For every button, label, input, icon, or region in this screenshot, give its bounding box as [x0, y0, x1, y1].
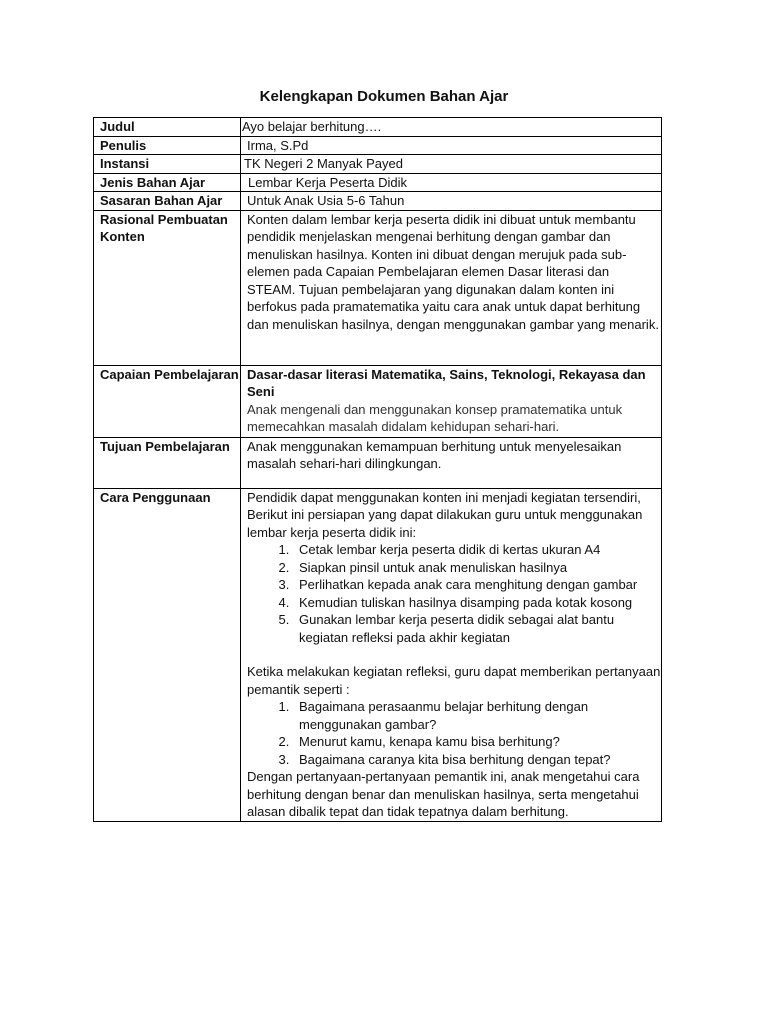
list-item: 1. Bagaimana perasaanmu belajar berhitung dengan menggunakan gambar? [293, 698, 661, 733]
row-cara [94, 488, 662, 821]
label-instansi: Instansi [94, 155, 241, 174]
value-tujuan: Anak menggunakan kemampuan berhitung untuk menyelesaikan masalah sehari-hari dilingkungan. [241, 437, 662, 488]
row-penulis [94, 136, 662, 155]
cara-closing: Dengan pertanyaan-pertanyaan pemantik ini, anak mengetahui cara berhitung dengan benar dan menuliskan hasilnya, serta mengetahui alasan dibalik tepat dan tidak tepatnya dalam berhitung. [247, 769, 640, 819]
list-item: 3. Bagaimana caranya kita bisa berhitung dengan tepat? [293, 751, 661, 769]
list-item: 2. Siapkan pinsil untuk anak menuliskan hasilnya [293, 559, 661, 577]
document-table [93, 117, 662, 822]
value-jenis: Lembar Kerja Peserta Didik [241, 173, 662, 192]
row-tujuan [94, 437, 662, 488]
list-item: 5. Gunakan lembar kerja peserta didik sebagai alat bantu kegiatan refleksi pada akhir kegiatan [293, 611, 661, 646]
questions-list [247, 698, 661, 768]
label-penulis: Penulis [94, 136, 241, 155]
label-capaian: Capaian Pembelajaran [94, 365, 241, 437]
capaian-description: Anak mengenali dan menggunakan konsep pramatematika untuk memecahkan masalah didalam kehidupan sehari-hari. [247, 401, 623, 434]
reflection-intro: Ketika melakukan kegiatan refleksi, guru dapat memberikan pertanyaan pemantik seperti : [247, 664, 661, 697]
value-penulis: Irma, S.Pd [241, 136, 662, 155]
spacer [247, 646, 661, 663]
value-rasional: Konten dalam lembar kerja peserta didik ini dibuat untuk membantu pendidik menjelaskan mengenai berhitung dengan gambar dan menuliskan hasilnya. Konten ini dibuat dengan merujuk pada sub-elemen pada Capaian Pembelajaran elemen Dasar literasi dan STEAM. Tujuan pembelajaran yang digunakan dalam konten ini berfokus pada pramatematika yaitu cara anak untuk dapat berhitung dan menuliskan hasilnya, dengan menggunakan gambar yang menarik. [241, 210, 662, 365]
row-instansi [94, 155, 662, 174]
value-capaian [241, 365, 662, 437]
label-judul: Judul [94, 118, 241, 137]
value-instansi: TK Negeri 2 Manyak Payed [241, 155, 662, 174]
label-tujuan: Tujuan Pembelajaran [94, 437, 241, 488]
label-cara: Cara Penggunaan [94, 488, 241, 821]
label-rasional: Rasional Pembuatan Konten [94, 210, 241, 365]
row-jenis [94, 173, 662, 192]
row-rasional [94, 210, 662, 365]
list-item: 2. Menurut kamu, kenapa kamu bisa berhitung? [293, 733, 661, 751]
cara-intro: Pendidik dapat menggunakan konten ini menjadi kegiatan tersendiri, Berikut ini persiapan yang dapat dilakukan guru untuk menggunakan lembar kerja peserta didik ini: [247, 489, 643, 540]
list-item: 3. Perlihatkan kepada anak cara menghitung dengan gambar [293, 576, 661, 594]
row-capaian [94, 365, 662, 437]
label-jenis: Jenis Bahan Ajar [94, 173, 241, 192]
value-judul: Ayo belajar berhitung…. [241, 118, 662, 137]
document-title: Kelengkapan Dokumen Bahan Ajar [259, 88, 509, 105]
label-sasaran: Sasaran Bahan Ajar [94, 192, 241, 211]
value-sasaran: Untuk Anak Usia 5-6 Tahun [241, 192, 662, 211]
capaian-heading: Dasar-dasar literasi Matematika, Sains, Teknologi, Rekayasa dan Seni [247, 366, 646, 399]
row-judul [94, 118, 662, 137]
list-item: 1. Cetak lembar kerja peserta didik di kertas ukuran A4 [293, 541, 661, 559]
list-item: 4. Kemudian tuliskan hasilnya disamping pada kotak kosong [293, 594, 661, 612]
steps-list [247, 541, 661, 646]
value-cara [241, 488, 662, 821]
row-sasaran [94, 192, 662, 211]
